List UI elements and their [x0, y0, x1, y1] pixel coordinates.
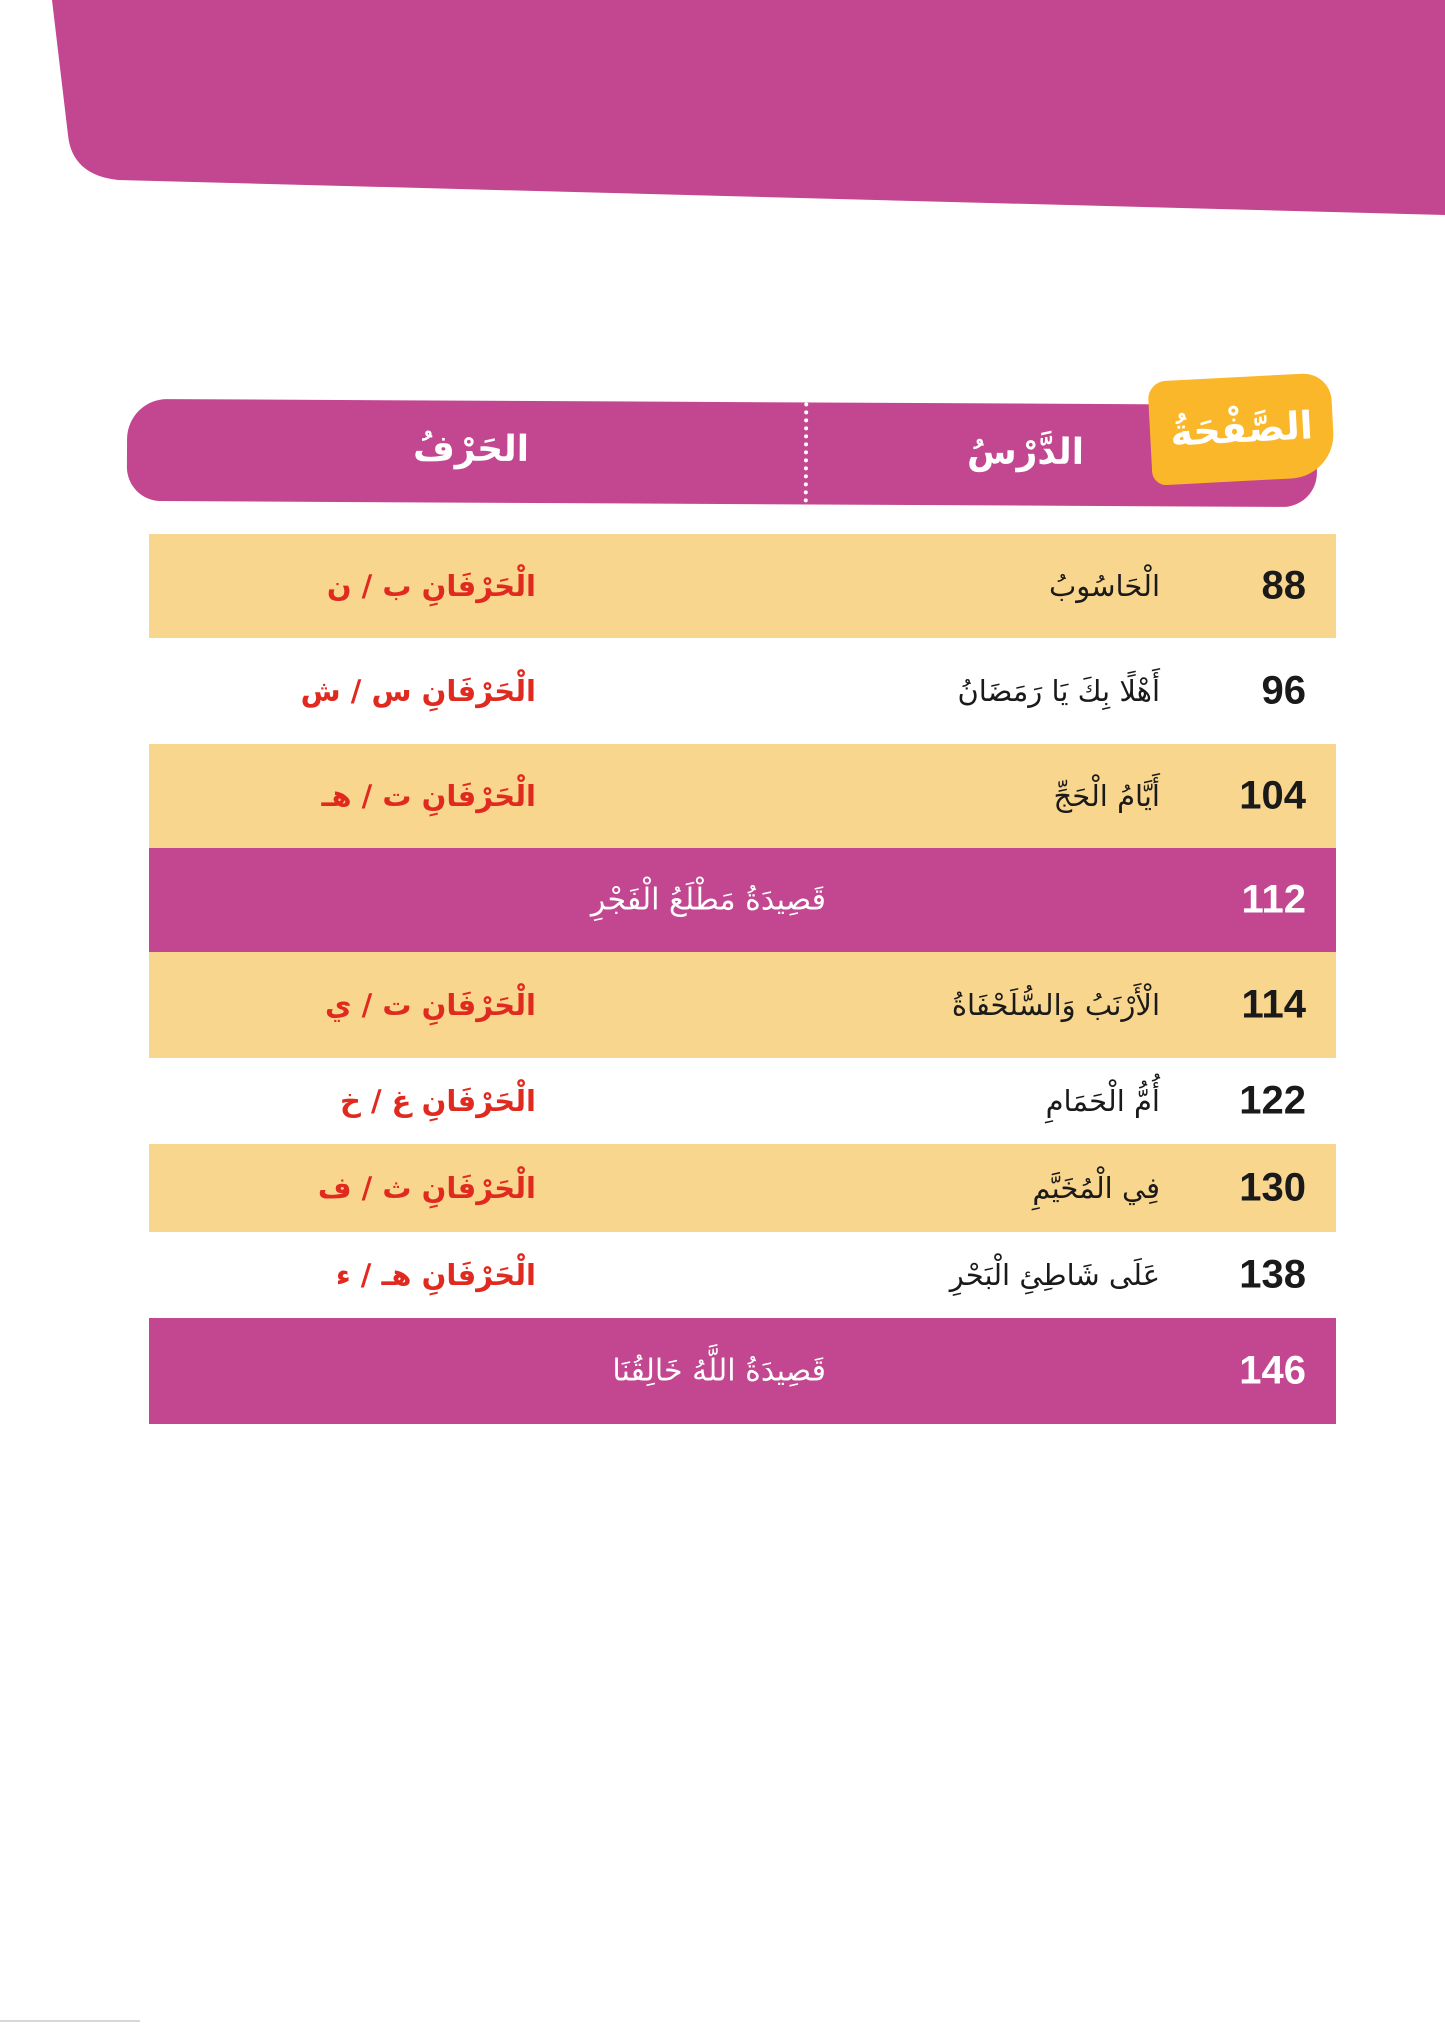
poem-title: قَصِيدَةُ اللَّهُ خَالِقُنَا [612, 1353, 826, 1389]
header-page: الصَّفْحَةُ [1169, 403, 1314, 455]
header-divider [804, 402, 809, 502]
lesson-letters: الْحَرْفَانِ هـ / ء [335, 1258, 536, 1292]
lesson-title: الْأَرْنَبُ وَالسُّلَحْفَاةُ [951, 988, 1160, 1022]
header-letter: الحَرْفُ [412, 428, 530, 470]
lesson-title: أَهْلًا بِكَ يَا رَمَضَانُ [957, 674, 1160, 708]
page-number: 114 [1241, 982, 1306, 1027]
page-number: 138 [1239, 1252, 1306, 1297]
lesson-letters: الْحَرْفَانِ ب / ن [326, 569, 536, 603]
lesson-letters: الْحَرْفَانِ س / ش [300, 674, 536, 708]
page-number: 96 [1261, 668, 1306, 713]
table-row [149, 534, 1336, 638]
page-number: 104 [1239, 773, 1306, 818]
lesson-letters: الْحَرْفَانِ ث / ف [317, 1171, 536, 1205]
table-row-poem [149, 1318, 1336, 1424]
table-header-bar [127, 399, 1318, 507]
table-row [149, 1058, 1336, 1144]
table-row [149, 638, 1336, 744]
table-row-poem [149, 848, 1336, 952]
lesson-title: أَيَّامُ الْحَجِّ [1053, 779, 1160, 813]
bottom-edge-line [0, 2020, 140, 2022]
table-row [149, 1144, 1336, 1232]
top-banner [0, 0, 1445, 220]
header-lesson: الدَّرْسُ [966, 431, 1085, 473]
lesson-letters: الْحَرْفَانِ ت / ي [324, 988, 536, 1022]
page-number: 112 [1241, 877, 1306, 922]
lesson-title: فِي الْمُخَيَّمِ [1032, 1171, 1160, 1205]
table-row [149, 744, 1336, 848]
lesson-title: عَلَى شَاطِئِ الْبَحْرِ [949, 1258, 1160, 1292]
lesson-title: الْحَاسُوبُ [1048, 569, 1160, 603]
table-row [149, 1232, 1336, 1318]
header-page-badge [1147, 372, 1335, 485]
page-number: 130 [1239, 1165, 1306, 1210]
page-number: 88 [1261, 563, 1306, 608]
lesson-title: أُمُّ الْحَمَامِ [1045, 1084, 1160, 1118]
page-number: 122 [1239, 1078, 1306, 1123]
table-row [149, 952, 1336, 1058]
poem-title: قَصِيدَةُ مَطْلَعُ الْفَجْرِ [590, 882, 826, 918]
page-number: 146 [1239, 1348, 1306, 1393]
lesson-letters: الْحَرْفَانِ ت / هـ [321, 779, 536, 813]
lesson-letters: الْحَرْفَانِ غ / خ [340, 1084, 536, 1118]
